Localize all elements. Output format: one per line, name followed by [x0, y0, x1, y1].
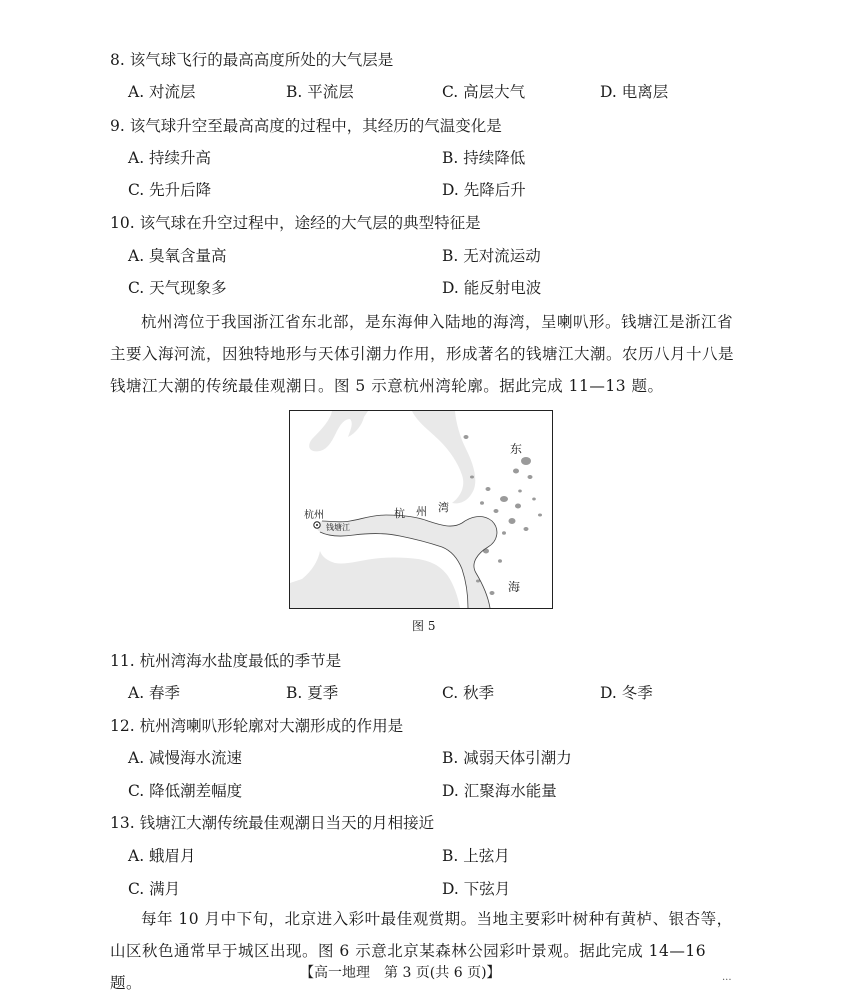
label-bay-2: 州: [416, 505, 427, 518]
q12-option-d: D. 汇聚海水能量: [442, 782, 557, 800]
q9-option-a: A. 持续升高: [128, 149, 212, 167]
q11-stem: 11. 杭州湾海水盐度最低的季节是: [110, 652, 342, 670]
label-qiantang-river: 钱塘江: [326, 523, 350, 532]
q13-option-a: A. 蛾眉月: [128, 847, 196, 865]
figure-5-caption: 图 5: [412, 619, 436, 633]
corner-mark: ...: [722, 972, 732, 983]
label-bay-1: 杭: [394, 507, 405, 520]
q12-option-c: C. 降低潮差幅度: [128, 782, 243, 800]
q13-option-c: C. 满月: [128, 880, 181, 898]
q9-option-d: D. 先降后升: [442, 181, 526, 199]
q13-option-d: D. 下弦月: [442, 880, 511, 898]
q9-option-c: C. 先升后降: [128, 181, 212, 199]
q10-option-a: A. 臭氧含量高: [128, 247, 227, 265]
q8-option-d: D. 电离层: [600, 83, 669, 101]
label-hangzhou: 杭州: [304, 510, 324, 521]
q10-option-d: D. 能反射电波: [442, 279, 542, 297]
q8-option-a: A. 对流层: [128, 83, 196, 101]
passage-beijing-foliage: 每年 10 月中下旬，北京进入彩叶最佳观赏期。当地主要彩叶树种有黄栌、银杏等，山区秋色通常早于城区出现。图 6 示意北京某森林公园彩叶景观。据此完成 14—16 题。: [110, 910, 733, 992]
label-sea-2: 海: [508, 580, 521, 594]
q11-option-a: A. 春季: [128, 684, 181, 702]
q11-option-b: B. 夏季: [286, 684, 339, 702]
q12-option-b: B. 减弱天体引潮力: [442, 749, 572, 767]
passage-hangzhou-bay: 杭州湾位于我国浙江省东北部，是东海伸入陆地的海湾，呈喇叭形。钱塘江是浙江省主要入海河流，因独特地形与天体引潮力作用，形成著名的钱塘江大潮。农历八月十八是钱塘江大潮的传统最佳观潮日。图 5 示意杭州湾轮廓。据此完成 11—13 题。: [110, 313, 735, 395]
q11-option-c: C. 秋季: [442, 684, 495, 702]
q12-option-a: A. 减慢海水流速: [128, 749, 243, 767]
q9-option-b: B. 持续降低: [442, 149, 526, 167]
q10-option-c: C. 天气现象多: [128, 279, 227, 297]
q10-option-b: B. 无对流运动: [442, 247, 541, 265]
q8-option-c: C. 高层大气: [442, 83, 526, 101]
q11-option-d: D. 冬季: [600, 684, 653, 702]
page-footer: 【高一地理 第 3 页(共 6 页)】: [300, 965, 501, 981]
q8-stem: 8. 该气球飞行的最高高度所处的大气层是: [110, 51, 394, 69]
figure-5-map: [289, 410, 553, 609]
label-bay-3: 湾: [438, 501, 449, 514]
q10-stem: 10. 该气球在升空过程中，途经的大气层的典型特征是: [110, 214, 481, 232]
map-canvas: [290, 411, 552, 608]
q13-stem: 13. 钱塘江大潮传统最佳观潮日当天的月相接近: [110, 814, 435, 832]
q9-stem: 9. 该气球升空至最高高度的过程中，其经历的气温变化是: [110, 117, 502, 135]
label-sea-1: 东: [510, 442, 523, 456]
q8-option-b: B. 平流层: [286, 83, 354, 101]
q12-stem: 12. 杭州湾喇叭形轮廓对大潮形成的作用是: [110, 717, 404, 735]
q13-option-b: B. 上弦月: [442, 847, 510, 865]
